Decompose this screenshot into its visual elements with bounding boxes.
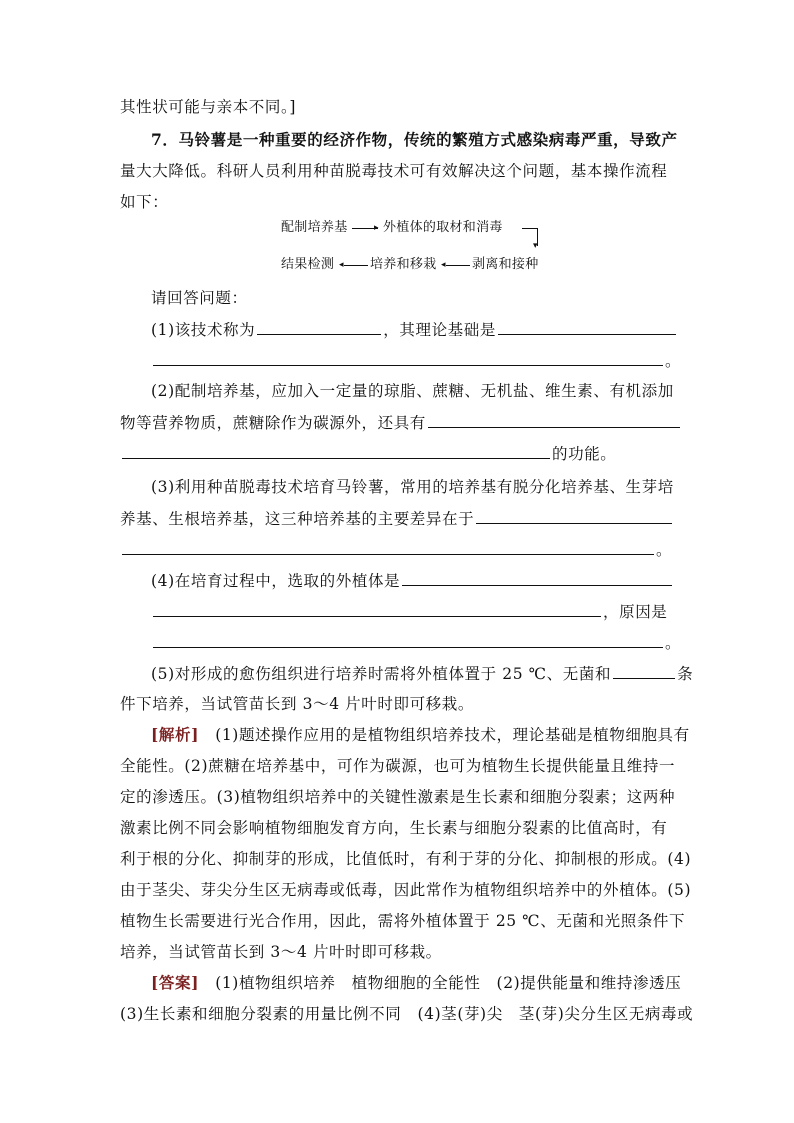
part5-text2: 条 [677,665,694,683]
part4-line3 [151,631,681,654]
part2-line3 [120,442,616,465]
prev-answer-tail: 其性状可能与亲本不同。] [120,98,296,116]
answer-text: (1)植物组织培养 植物细胞的全能性 (2)提供能量和维持渗透压 [215,974,682,992]
part1-end: 。 [665,352,682,370]
part3-line2 [120,507,674,530]
prompt-answer: 请回答问题： [151,289,248,307]
flow-arrow-3 [344,265,368,266]
answer-blank-3b[interactable] [122,538,654,555]
part4-text: (4)在培育过程中，选取的外植体是 [151,572,401,590]
part3-line1: (3)利用种苗脱毒技术培育马铃薯，常用的培养基有脱分化培养基、生芽培 [151,478,674,496]
answer-blank-1b[interactable] [498,318,676,335]
answer-blank-4b[interactable] [153,600,601,617]
part4-line2 [151,600,667,623]
flow-step-strip-inoculate: 剥离和接种 [472,257,539,272]
part4-line1 [151,569,674,592]
analysis-line2: 全能性。(2)蔗糖在培养基中，可作为碳源，也可为植物生长提供能量且维持一 [120,757,676,775]
answer-line2: (3)生长素和细胞分裂素的用量比例不同 (4)茎(芽)尖 茎(芽)尖分生区无病毒或 [120,1005,694,1023]
answer-blank-5[interactable] [613,662,675,679]
part4-end: 。 [665,634,682,652]
q7-stem-line3: 如下： [120,193,169,211]
analysis-line3: 定的渗透压。(3)植物组织培养中的关键性激素是生长素和细胞分裂素；这两种 [120,788,676,806]
flow-arrow-4 [446,265,470,266]
analysis-line6: 由于茎尖、芽尖分生区无病毒或低毒，因此常作为植物组织培养中的外植体。(5) [120,881,692,899]
q7-stem-line1 [151,129,678,151]
flow-step-explant: 外植体的取材和消毒 [383,220,503,235]
part3-end: 。 [656,541,673,559]
answer-blank-2b[interactable] [122,442,550,459]
arrow-right-icon: ▸ [374,223,379,233]
analysis-line8: 培养，当试管苗长到 3～4 片叶时即可移栽。 [120,943,442,961]
part4-reason-label: ，原因是 [603,603,668,621]
part1-line2 [151,349,681,372]
part3-line3 [120,538,672,561]
answer-blank-1c[interactable] [153,349,663,366]
flow-step-culture-transplant: 培养和移栽 [370,257,437,272]
analysis-line7: 植物生长需要进行光合作用，因此，需将外植体置于 25 ℃、无菌和光照条件下 [120,912,686,930]
answer-tag: [答案] [151,973,200,992]
analysis-line5: 利于根的分化、抑制芽的形成，比值低时，有利于芽的分化、抑制根的形成。(4) [120,850,692,868]
part3-text: 养基、生根培养基，这三种培养基的主要差异在于 [120,510,475,528]
arrow-left-icon: ◂ [339,260,344,270]
answer-blank-4c[interactable] [153,631,663,648]
answer-line1 [151,972,681,994]
part1-line1 [151,318,678,341]
part1-label: (1)该技术称为 [151,321,256,339]
analysis-line4: 激素比例不同会影响植物细胞发育方向，生长素与细胞分裂素的比值高时，有 [120,819,668,837]
part5-line2: 件下培养，当试管苗长到 3～4 片叶时即可移栽。 [120,695,474,713]
answer-blank-2a[interactable] [428,411,680,428]
answer-blank-4a[interactable] [402,569,672,586]
flow-arrow-2-h [522,228,538,229]
part1-label2: ，其理论基础是 [383,321,496,339]
flow-step-result-check: 结果检测 [281,257,335,272]
part5-line1 [151,662,693,685]
part2-text: 物等营养物质，蔗糖除作为碳源外，还具有 [120,414,426,432]
flow-step-prepare-medium: 配制培养基 [281,220,348,235]
analysis-text: (1)题述操作应用的是植物组织培养技术，理论基础是植物细胞具有 [215,726,690,744]
analysis-line1 [151,724,690,746]
answer-blank-3a[interactable] [476,507,672,524]
arrow-left-icon: ◂ [441,260,446,270]
part2-line1: (2)配制培养基，应加入一定量的琼脂、蔗糖、无机盐、维生素、有机添加 [151,382,674,400]
q7-stem-line2: 量大大降低。科研人员利用种苗脱毒技术可有效解决这个问题，基本操作流程 [120,162,668,180]
part2-end: 的功能。 [552,445,617,463]
arrow-down-icon: ▾ [533,241,538,251]
part5-text: (5)对形成的愈伤组织进行培养时需将外植体置于 25 ℃、无菌和 [151,665,612,683]
part2-line2 [120,411,682,434]
analysis-tag: [解析] [151,725,200,744]
q7-stem-text: 7．马铃薯是一种重要的经济作物，传统的繁殖方式感染病毒严重，导致产 [151,130,678,149]
answer-blank-1a[interactable] [257,318,381,335]
